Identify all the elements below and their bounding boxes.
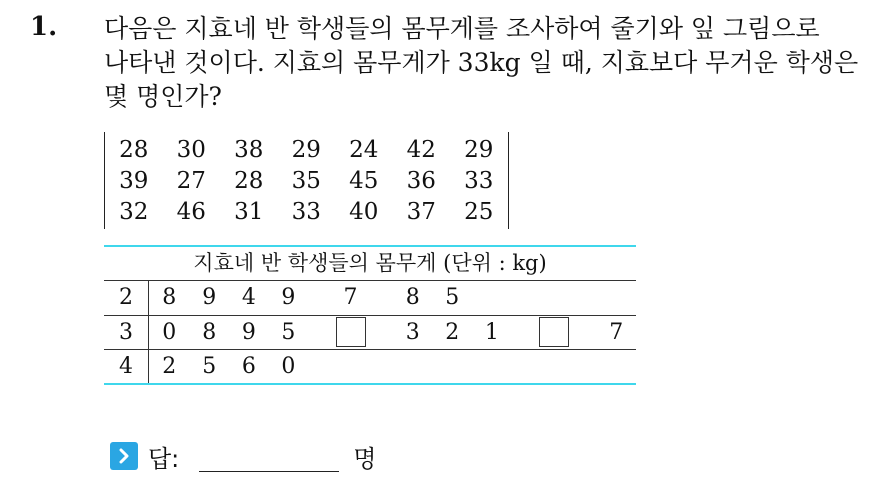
- leaf-cell: [472, 281, 512, 315]
- raw-data-cell: 30: [176, 136, 206, 163]
- leaf-cell: 9: [281, 285, 296, 311]
- leaf-cell: 8: [162, 285, 177, 311]
- raw-data-cell: 36: [406, 167, 436, 194]
- raw-data-cell: 28: [234, 167, 264, 194]
- leaf-cell: 5: [189, 349, 229, 383]
- raw-data-cell: 33: [291, 198, 321, 225]
- blank-box[interactable]: [539, 317, 569, 347]
- raw-data-cell: 29: [291, 136, 321, 163]
- raw-data-cell: 45: [349, 167, 379, 194]
- leaf-cell: [512, 281, 597, 315]
- stem-leaf-row: [104, 281, 636, 315]
- leaf-cell: 5: [445, 285, 460, 311]
- leaf-cell: 9: [229, 315, 269, 349]
- stem-cell: 3: [104, 315, 149, 349]
- leaf-cell: 1: [472, 315, 512, 349]
- raw-data-cell: 37: [406, 198, 436, 225]
- leaf-cell: [308, 349, 393, 383]
- leaf-cell: 2: [149, 349, 190, 383]
- question-line: 몇 명인가?: [104, 82, 222, 111]
- question-line: 다음은 지효네 반 학생들의 몸무게를 조사하여 줄기와 잎 그림으로: [104, 14, 820, 43]
- raw-data-cell: 28: [119, 136, 149, 163]
- question-text: [104, 12, 874, 114]
- leaf-cell: [393, 349, 433, 383]
- raw-data-cell: 42: [406, 136, 436, 163]
- raw-data-row: [105, 134, 508, 165]
- raw-data-cell: 39: [119, 167, 149, 194]
- leaf-cell: 9: [202, 285, 217, 311]
- raw-data-cell: 25: [464, 198, 494, 225]
- question-number: 1.: [30, 12, 58, 42]
- leaf-cell: 0: [269, 349, 309, 383]
- answer-row: [110, 438, 376, 474]
- leaf-cell: 6: [229, 349, 269, 383]
- stem-cell: 2: [104, 281, 149, 315]
- raw-data-cell: 29: [464, 136, 494, 163]
- raw-data-cell: 38: [234, 136, 264, 163]
- answer-label: 답:: [148, 444, 180, 473]
- raw-data-cell: 27: [176, 167, 206, 194]
- raw-data-row: [105, 165, 508, 196]
- blank-box[interactable]: [336, 317, 366, 347]
- leaf-blank-cell: [308, 315, 393, 349]
- leaf-cell: 5: [269, 315, 309, 349]
- raw-data-cell: 33: [464, 167, 494, 194]
- raw-data-cell: 24: [349, 136, 379, 163]
- leaf-blank-cell: [512, 315, 597, 349]
- leaf-cell: 8: [405, 285, 420, 311]
- leaf-cell: 3: [393, 315, 433, 349]
- raw-data-row: [105, 196, 508, 227]
- leaf-cell: 0: [149, 315, 190, 349]
- leaf-cell: 7: [596, 315, 636, 349]
- answer-unit: 명: [353, 444, 377, 473]
- stem-cell: 4: [104, 349, 149, 383]
- raw-data-cell: 46: [176, 198, 206, 225]
- leaf-cell: 7: [343, 285, 358, 311]
- stem-leaf-row: [104, 315, 636, 349]
- leaf-cell: [512, 349, 597, 383]
- stem-leaf-title: 지효네 반 학생들의 몸무게 (단위 : kg): [104, 247, 636, 281]
- stem-leaf-plot: [104, 245, 636, 385]
- raw-data-cell: 31: [234, 198, 264, 225]
- raw-data-cell: 40: [349, 198, 379, 225]
- leaf-cell: 4: [241, 285, 256, 311]
- answer-input[interactable]: [199, 441, 339, 472]
- leaf-cell: [472, 349, 512, 383]
- raw-data-cell: 32: [119, 198, 149, 225]
- leaf-cell: 2: [433, 315, 473, 349]
- arrow-right-icon: [110, 442, 138, 470]
- stem-leaf-row: [104, 349, 636, 383]
- leaf-cell: 8: [189, 315, 229, 349]
- raw-data-table: [104, 132, 509, 229]
- leaf-cell: [596, 349, 636, 383]
- leaf-cell: [596, 281, 636, 315]
- leaf-cell: [433, 349, 473, 383]
- question-line: 나타낸 것이다. 지효의 몸무게가 33kg 일 때, 지효보다 무거운 학생은: [104, 48, 859, 77]
- raw-data-cell: 35: [291, 167, 321, 194]
